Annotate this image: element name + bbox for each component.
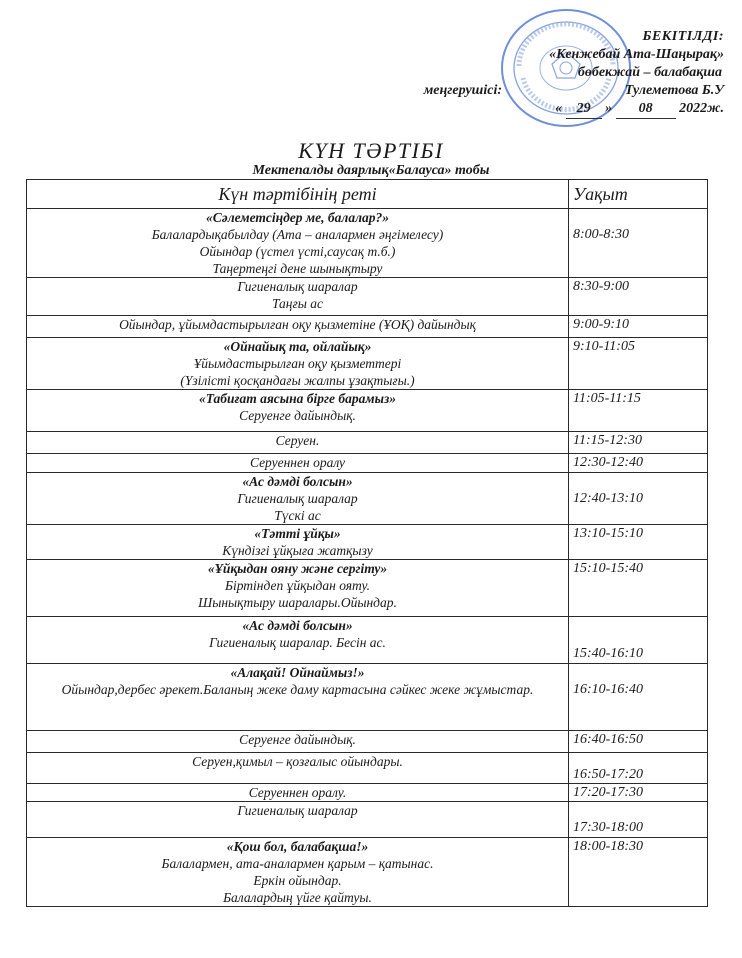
activity-line: Серуенге дайындық. [239, 408, 356, 423]
date-month: 08 [616, 100, 676, 119]
activity-line: Серуеннен оралу. [248, 785, 347, 800]
activity-line: Гигиеналық шаралар. Бесін ас. [209, 635, 386, 650]
time-cell [569, 278, 708, 316]
activity-cell [27, 454, 569, 473]
activity-line: Ұйымдастырылған оқу қызметтері [193, 356, 402, 371]
schedule-body [27, 209, 708, 907]
activity-cell [27, 390, 569, 432]
approved-label: БЕКІТІЛДІ: [642, 29, 724, 44]
head-name: Тулеметова Б.У [624, 83, 724, 98]
date-close-quote: » [605, 101, 613, 116]
time-cell [569, 338, 708, 390]
time-range: 15:10-15:40 [573, 561, 643, 576]
activity-cell [27, 838, 569, 907]
activity-cell [27, 338, 569, 390]
column-header-activity: Күн тәртібінің реті [27, 180, 569, 209]
column-header-time: Уақыт [569, 180, 708, 209]
time-range: 12:30-12:40 [573, 455, 643, 470]
time-range: 9:10-11:05 [573, 339, 635, 354]
head-role: меңгерушісі: [423, 83, 502, 98]
table-row [27, 731, 708, 753]
page-title: КҮН ТӘРТІБІ [298, 138, 444, 163]
activity-cell [27, 473, 569, 525]
date-day: 29 [566, 100, 602, 119]
table-row [27, 432, 708, 454]
table-row [27, 390, 708, 432]
activity-title: «Ойнайық та, ойлайық» [223, 339, 372, 354]
activity-cell [27, 432, 569, 454]
table-row [27, 838, 708, 907]
activity-line: Шынықтыру шаралары.Ойындар. [198, 595, 397, 610]
org-name-line2: бөбекжай – балабақша [577, 65, 722, 80]
time-range: 9:00-9:10 [573, 317, 629, 332]
table-row [27, 617, 708, 664]
table-row [27, 753, 708, 784]
table-row [27, 560, 708, 617]
activity-line: Серуен,қимыл – қозғалыс ойындары. [192, 754, 403, 769]
activity-line: Таңғы ас [272, 296, 323, 311]
table-row [27, 316, 708, 338]
activity-cell [27, 560, 569, 617]
activity-cell [27, 802, 569, 838]
table-header-row [27, 180, 708, 209]
activity-cell [27, 278, 569, 316]
activity-line: Серуен. [275, 433, 320, 448]
table-row [27, 338, 708, 390]
activity-cell [27, 731, 569, 753]
date-open-quote: « [555, 101, 563, 116]
time-range: 13:10-15:10 [573, 526, 643, 541]
activity-line: Ойындар, ұйымдастырылған оқу қызметіне (ҰОҚ) дайындық [119, 317, 476, 332]
time-cell [569, 525, 708, 560]
time-range: 12:40-13:10 [573, 491, 643, 506]
activity-line: Балалардықабылдау (Ата – аналармен әңгімелесу) [151, 227, 444, 242]
time-cell [569, 617, 708, 664]
activity-line: Балалармен, ата-аналармен қарым – қатынас. [161, 856, 434, 871]
time-range: 17:30-18:00 [573, 820, 643, 835]
activity-title: «Сәлеметсіңдер ме, балалар?» [205, 210, 390, 225]
activity-line: Таңертеңгі дене шынықтыру [212, 261, 383, 276]
activity-title: «Табиғат аясына бірге барамыз» [198, 391, 396, 406]
schedule-table [26, 179, 708, 907]
activity-line: Серуенге дайындық. [239, 732, 356, 747]
activity-title: «Ас дәмді болсын» [242, 618, 353, 633]
table-row [27, 209, 708, 278]
activity-line: Ойындар,дербес әрекет.Баланың жеке даму картасына сәйкес жеке жұмыстар. [61, 682, 534, 697]
time-cell [569, 209, 708, 278]
activity-line: Гигиеналық шаралар [237, 279, 358, 294]
activity-line: Балалардың үйге қайтуы. [223, 890, 372, 905]
activity-line: Серуеннен оралу [249, 455, 346, 470]
table-row [27, 802, 708, 838]
head-line [423, 82, 724, 100]
approval-date [555, 100, 724, 119]
table-row [27, 664, 708, 731]
time-range: 16:50-17:20 [573, 767, 643, 782]
time-cell [569, 316, 708, 338]
date-year: 2022ж. [679, 101, 724, 116]
activity-line: Күндізгі ұйқыға жатқызу [222, 543, 373, 558]
time-range: 15:40-16:10 [573, 646, 643, 661]
time-cell [569, 731, 708, 753]
time-cell [569, 838, 708, 907]
time-cell [569, 454, 708, 473]
time-cell [569, 432, 708, 454]
time-cell [569, 784, 708, 802]
time-cell [569, 390, 708, 432]
activity-cell [27, 316, 569, 338]
table-row [27, 473, 708, 525]
activity-cell [27, 664, 569, 731]
time-cell [569, 560, 708, 617]
activity-line: Ойындар (үстел үсті,саусақ т.б.) [199, 244, 396, 259]
time-range: 11:05-11:15 [573, 391, 641, 406]
activity-cell [27, 525, 569, 560]
time-range: 17:20-17:30 [573, 785, 643, 800]
time-range: 16:10-16:40 [573, 682, 643, 697]
org-name-line1: «Кенжебай Ата-Шаңырақ» [549, 47, 724, 62]
activity-cell [27, 209, 569, 278]
table-row [27, 278, 708, 316]
activity-title: «Ас дәмді болсын» [242, 474, 353, 489]
activity-title: «Ұйқыдан ояну және сергіту» [207, 561, 388, 576]
activity-cell [27, 617, 569, 664]
time-cell [569, 664, 708, 731]
activity-title: «Қош бол, балабақша!» [226, 839, 369, 854]
time-range: 11:15-12:30 [573, 433, 642, 448]
time-range: 16:40-16:50 [573, 732, 643, 747]
time-range: 18:00-18:30 [573, 839, 643, 854]
table-row [27, 454, 708, 473]
activity-line: Еркін ойындар. [253, 873, 342, 888]
table-row [27, 784, 708, 802]
page-subtitle: Мектепалды даярлық«Балауса» тобы [252, 163, 490, 178]
activity-title: «Тәтті ұйқы» [254, 526, 341, 541]
time-cell [569, 802, 708, 838]
activity-line: Біртіндеп ұйқыдан ояту. [225, 578, 370, 593]
activity-line: (Үзілісті қосқандағы жалпы ұзақтығы.) [180, 373, 415, 388]
activity-line: Гигиеналық шаралар [237, 803, 358, 818]
time-range: 8:00-8:30 [573, 227, 629, 242]
time-range: 8:30-9:00 [573, 279, 629, 294]
time-cell [569, 753, 708, 784]
activity-cell [27, 753, 569, 784]
approval-block [423, 28, 724, 116]
activity-line: Гигиеналық шаралар [237, 491, 358, 506]
activity-line: Түскі ас [274, 508, 321, 523]
activity-cell [27, 784, 569, 802]
time-cell [569, 473, 708, 525]
activity-title: «Алақай! Ойнаймыз!» [230, 665, 365, 680]
table-row [27, 525, 708, 560]
